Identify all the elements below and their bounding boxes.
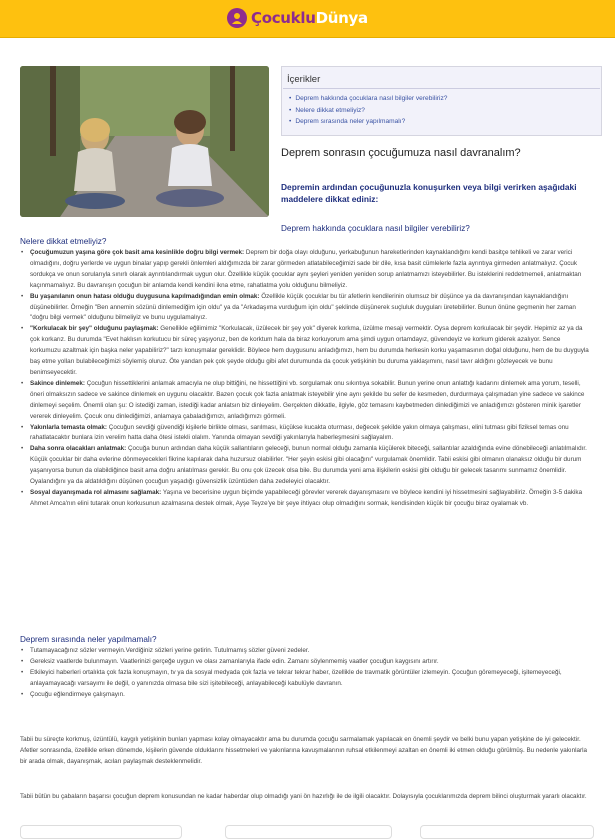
list-item [20, 292, 592, 325]
related-card[interactable] [225, 825, 392, 839]
toc-list [289, 93, 447, 128]
list-item-text: Özellikle küçük çocuklar bu tür afetlerin kendilerinin olumsuz bir düşünce ya da davranışından kaynaklandığını düşünebilirler. Örneğin "Ben annemin sözünü dinlemediğim için oldu" ya da "Arkadaşıma vurduğum için oldu" şeklinde düşünerek suçluluk duyguları üretebilirler. Bunun önüne geçmenin her zaman "doğru bilgi vermek" olduğunu bilmeliyiz ve bunu uygulamalıyız. [30, 292, 576, 322]
list-item-text: Çocuğun sevdiği güvendiği kişilerle birlikte olması, sarılması, küçükse kucakta oturması, değecek şekilde yakın olmaya çalışması, elini tutması gibi fiziksel temas onu rahatlatacaktır bunlara izin verelim hatta daha ötesi istekli olalım. Yanında olmayan sevdiği yakınlarıyla haberleşmesini sağlayalım. [30, 423, 569, 442]
list-item [20, 444, 592, 488]
toc-divider [283, 88, 600, 89]
logo-text-part2: Dünya [315, 9, 368, 27]
list-item-title: Daha sonra olacakları anlatmak: [30, 445, 127, 453]
list-item [20, 488, 592, 510]
list-item-title: Yakınlarla temasta olmak: [30, 423, 108, 431]
list-item [20, 324, 592, 379]
table-of-contents [281, 66, 602, 136]
hero-image [20, 66, 269, 217]
toc-link[interactable]: • Deprem sırasında neler yapılmamalı? [289, 116, 447, 128]
list-item [20, 379, 592, 423]
list-item: • Etkileyici haberleri ortalıkta çok fazla konuşmayın, tv ya da sosyal medyada çok fazla ve tekrar tekrar haber, özellikle de travmatik görüntüler izlemeyin. Çocuğun göremeyeceği, işitemeyeceği, anlayamayacağı varsayımı ile değil, o yanınızda olmasa bile sizi işitebileceği, anlayabileceği kabulüyle davranın. [20, 668, 592, 690]
toc-link[interactable]: • Nelere dikkat etmeliyiz? [289, 105, 447, 117]
list-item-text: Çocuğa bunun ardından daha küçük sallantıların geleceği, bunun normal olduğu zamanla küçülerek biteceği, sallantılar azaldığında evine dönebileceği anlatılmalıdır. Küçük çocuklar bir daha evlerine dönmeyecekleri fikrine kapılarak daha huzursuz olabilirler. "Her şeyin eskisi gibi olacağını" vurgulamak önemlidir. Tabii eskisi gibi olmanın olanaksız olduğu bir durum yaşanıyorsa bunun da olabildiğince basit ama doğru anlatılması gerekir. Bu onu çok üzecek olsa bile. Bu durumda yeni ama ilişkilerin eskisi gibi olduğu bir gelecek tasarımı sunmamız önemlidir. Oyalandığını ya da aldatıldığını düşünen çocuğun yaşadığı güvensizlik üzüntüden daha zedeleyici olacaktır. [30, 445, 587, 486]
list-item-title: Sakince dinlemek: [30, 379, 85, 387]
closing-paragraph: Tabii bu süreçte korkmuş, üzüntülü, kaygılı yetişkinin bunları yapması kolay olmayacaktır ama bu durumda çocuğu sarmalamak yapılacak en önemli şeydir ve belki bunu yapan yetişkine de iyi gelecektir. Afetler sonrasında, özellikle erken dönemde, kişilerin güvende olduklarını hissetmeleri ve yakınlarına kavuşmalarının ruhsal etkilenmeyi azaltan en önemli iki etmen olduğu görülmüş. Bu nedenle yakınlarla bir arada olmak, dayanışmak, acıları paylaşmak desteklenmelidir. [20, 736, 588, 765]
list-item-text: Deprem bir doğa olayı olduğunu, yerkabuğunun hareketlerinden kaynaklandığını kendi basitçe tehlikeli ve zarar verici olmadığını, doğru yerlerde ve uygun binalar yapıp gerekli önlemleri aldığımızda bir zarar görmeden atlatabileceğimizi sade bir dile, kısa basit cümlelerle fazla ayrıntıya girmeden anlatmalıyız. Çocuk sordukça ve onun sorularıyla sınırlı olarak ayrıntılandırmak uygun olur. Özellikle küçük çocuklar aynı şeyleri yeniden yeniden sorup anlatmamızı isteyebilirler. Bu isteklerini reddetmemeli, anlatmaktan kaçınmamalıyız. Bu davranışın çocuğun bir anlamda kendi kendini ikna etme, rahatlatma yolu olduğunu bilmeliyiz. [30, 249, 582, 289]
list-item-title: "Korkulacak bir şey" olduğunu paylaşmak: [30, 325, 159, 333]
section-heading-donts: Deprem sırasında neler yapılmamalı? [20, 635, 157, 644]
list-item: • Çocuğu eğlendirmeye çalışmayın. [20, 690, 592, 701]
related-cards-strip [0, 825, 615, 833]
list-item-title: Sosyal dayanışmada rol almasını sağlamak: [30, 488, 162, 496]
list-item [20, 248, 592, 292]
section-heading-attention: Nelere dikkat etmeliyiz? [20, 237, 107, 246]
section-heading-info: Deprem hakkında çocuklara nasıl bilgiler verebiliriz? [281, 224, 470, 233]
donts-list [20, 646, 592, 701]
list-item: • Tutamayacağınız sözler vermeyin.Verdiğiniz sözleri yerine getirin. Tutulmamış sözler güveni zedeler. [20, 646, 592, 657]
list-item-text: Genellikle eğilimimiz "Korkulacak, üzülecek bir şey yok" diyerek korkma, üzülme mesajı vermektir. Oysa deprem korkulacak bir şeydir. Hepimiz az ya da çok korkarız. Bu durumda "Evet haklısın korkutucu bir süreç yaşıyoruz, ben de korktum hala da biraz korkuyorum ama şimdi uygun ortamdayız, güvendeyiz ve korkum giderek azalıyor. Sence korkumuzu azaltmak için başka neler yapabiliriz?" tarzı konuşmalar gereklidir. Böylece hem duygusunu anladığımızı, hem bu durumda herkesin korku yaşamasının doğal olduğunu, hem de bu duyguyla baş etme yolları bulabileceğimizi söylemiş oluruz. Öte yandan pek çok şeyde olduğu gibi afet durumunda da çocuk yetişkinin bu duruma yaklaşımını, nasıl tavır aldığını gözleyecek ve bunu benimseyecektir. [30, 325, 589, 376]
list-item [20, 423, 592, 445]
site-header [0, 0, 615, 38]
list-item-title: Bu yaşanılanın onun hatası olduğu duygusuna kapılmadığından emin olmak: [30, 292, 260, 300]
logo-text-part1: Çocuklu [251, 9, 316, 27]
site-logo[interactable] [227, 7, 368, 29]
list-item-text: Çocuğun hissettiklerini anlamak amacıyla ne olup bittiğini, ne hissettiğini vb. sorgulamak onu sıkıntıya sokabilir. Bunun yerine onun anlattığı kadarını dinlemek ama yorum, teselli, öneri olmaksızın sadece ve sakince dinlemek en uygunu olacaktır. Bazen çocuk çok fazla anlatmak isteyebilir yine aynı şekilde bu sefer de kesmeden, durdurmaya çalışmadan yine sadece ve sakince dinlemeyi seçelim. Önemli olan şu: O istediği zaman, istediği kadar anlatsın biz dinleyelim. Gerçekten dikkatle, ilgiyle, göz temasını kaybetmeden dinlediğimizi ve anladığımızı gösteren minik işaretler vererek dinleyelim. Çocuk onu dinlediğimizi, anlamaya çabaladığımızı, anladığımızı görmeli. [30, 379, 585, 420]
logo-icon [227, 8, 247, 28]
attention-list [20, 248, 592, 510]
closing-paragraph: Tabii bütün bu çabaların başarısı çocuğun deprem konusundan ne kadar haberdar olup olmadığı yani ön hazırlığı ile de ilgili olacaktır. Dolayısıyla çocuklarımızda deprem bilinci oluşturmak yararlı olacaktır. [20, 793, 587, 800]
toc-title: İçerikler [287, 74, 321, 85]
toc-link[interactable]: • Deprem hakkında çocuklara nasıl bilgiler verebiliriz? [289, 93, 447, 105]
list-item-title: Çocuğumuzun yaşına göre çok basit ama kesinlikle doğru bilgi vermek: [30, 249, 245, 256]
related-card[interactable] [420, 825, 594, 839]
related-card[interactable] [20, 825, 182, 839]
list-item-text: Yaşına ve becerisine uygun biçimde yapabileceği görevler vererek dayanışmasını ve böylece kendini iyi hissetmesini sağlayabiliriz. Örneğin 3-5 dakika Ahmet Amca'nın elini tutarak onun korkusunun azalmasına destek olmak, Ayşe Teyze'ye bir şeye ihtiyacı olup olmadığını sormak, kendisinden küçük bir çocuğu biraz oyalamak vb. [30, 488, 583, 507]
article-title: Deprem sonrasın çocuğumuza nasıl davranalım? [281, 147, 521, 159]
logo-text [251, 9, 368, 27]
article-intro: Depremin ardından çocuğunuzla konuşurken veya bilgi verirken aşağıdaki maddelere dikkat ediniz: [281, 182, 577, 204]
list-item: • Gereksiz vaatlerde bulunmayın. Vaatlerinizi gerçeğe uygun ve olası zamanlarıyla ifade edin. Zamanı söylenmemiş vaatler çocuğun kaygısını artırır. [20, 657, 592, 668]
